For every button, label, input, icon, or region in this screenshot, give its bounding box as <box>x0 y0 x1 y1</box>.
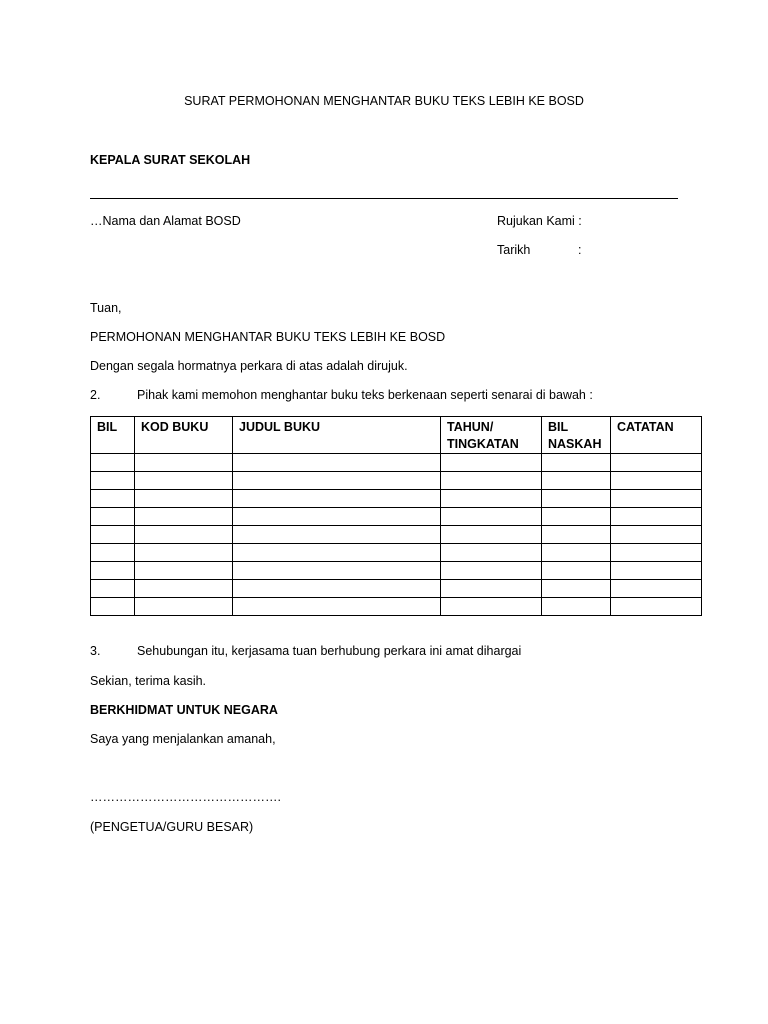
table-cell <box>135 562 233 580</box>
table-row <box>91 454 702 472</box>
letter-title: SURAT PERMOHONAN MENGHANTAR BUKU TEKS LEBIH KE BOSD <box>184 94 584 108</box>
table-cell <box>135 544 233 562</box>
table-cell <box>441 508 542 526</box>
paragraph-2-text: Pihak kami memohon menghantar buku teks berkenaan seperti senarai di bawah : <box>137 388 593 402</box>
table-cell <box>91 508 135 526</box>
table-row <box>91 598 702 616</box>
table-cell <box>233 580 441 598</box>
table-cell <box>542 544 611 562</box>
table-cell <box>611 472 702 490</box>
paragraph-3-text: Sehubungan itu, kerjasama tuan berhubung perkara ini amat dihargai <box>137 644 522 658</box>
table-cell <box>542 580 611 598</box>
table-cell <box>441 472 542 490</box>
table-cell <box>611 490 702 508</box>
table-cell <box>611 508 702 526</box>
table-cell <box>91 526 135 544</box>
table-cell <box>542 454 611 472</box>
motto: BERKHIDMAT UNTUK NEGARA <box>90 703 278 717</box>
letterhead-divider <box>90 198 678 199</box>
table-cell <box>611 454 702 472</box>
subject-line: PERMOHONAN MENGHANTAR BUKU TEKS LEBIH KE BOSD <box>90 330 446 344</box>
table-cell <box>611 526 702 544</box>
header-tahun-tingkatan: TAHUN/ TINGKATAN <box>441 417 542 454</box>
table-cell <box>135 490 233 508</box>
table-cell <box>542 526 611 544</box>
table-cell <box>91 598 135 616</box>
date-label: Tarikh <box>497 243 531 257</box>
recipient-address: …Nama dan Alamat BOSD <box>90 214 241 228</box>
table-row <box>91 544 702 562</box>
paragraph-1: Dengan segala hormatnya perkara di atas adalah dirujuk. <box>90 359 408 373</box>
table-cell <box>441 454 542 472</box>
table-cell <box>91 490 135 508</box>
table-cell <box>542 598 611 616</box>
table-cell <box>441 562 542 580</box>
table-cell <box>91 580 135 598</box>
table-cell <box>542 490 611 508</box>
table-cell <box>135 472 233 490</box>
table-cell <box>91 544 135 562</box>
table-cell <box>542 562 611 580</box>
table-cell <box>441 598 542 616</box>
book-list-table <box>90 416 702 616</box>
table-cell <box>611 544 702 562</box>
table-cell <box>441 544 542 562</box>
table-cell <box>233 472 441 490</box>
signature-line: ………………………………………. <box>90 790 281 804</box>
table-cell <box>233 508 441 526</box>
table-row <box>91 490 702 508</box>
closing-line: Sekian, terima kasih. <box>90 674 207 688</box>
table-cell <box>233 526 441 544</box>
table-cell <box>91 472 135 490</box>
table-cell <box>135 580 233 598</box>
table-row <box>91 580 702 598</box>
table-cell <box>611 562 702 580</box>
trust-line: Saya yang menjalankan amanah, <box>90 732 276 746</box>
signatory-title: (PENGETUA/GURU BESAR) <box>90 820 254 834</box>
header-judul-buku: JUDUL BUKU <box>233 417 441 454</box>
table-cell <box>233 454 441 472</box>
reference-label: Rujukan Kami : <box>497 214 582 228</box>
table-cell <box>441 490 542 508</box>
table-row <box>91 508 702 526</box>
table-cell <box>441 526 542 544</box>
table-row <box>91 562 702 580</box>
table-row <box>91 472 702 490</box>
table-cell <box>91 454 135 472</box>
table-cell <box>135 454 233 472</box>
table-body <box>91 454 702 616</box>
table-cell <box>233 562 441 580</box>
table-cell <box>611 598 702 616</box>
table-cell <box>135 598 233 616</box>
paragraph-2-number: 2. <box>90 388 101 402</box>
table-cell <box>135 508 233 526</box>
table-cell <box>233 598 441 616</box>
header-bil-naskah: BIL NASKAH <box>542 417 611 454</box>
table-cell <box>91 562 135 580</box>
table-cell <box>233 490 441 508</box>
table-cell <box>233 544 441 562</box>
header-bil: BIL <box>91 417 135 454</box>
salutation: Tuan, <box>90 301 122 315</box>
table-row <box>91 526 702 544</box>
table-cell <box>611 580 702 598</box>
date-colon: : <box>578 243 582 257</box>
table-cell <box>542 472 611 490</box>
table-cell <box>135 526 233 544</box>
header-kod-buku: KOD BUKU <box>135 417 233 454</box>
table-header-row <box>91 417 702 454</box>
table-cell <box>542 508 611 526</box>
letterhead-label: KEPALA SURAT SEKOLAH <box>90 153 251 167</box>
header-catatan: CATATAN <box>611 417 702 454</box>
table-cell <box>441 580 542 598</box>
paragraph-3-number: 3. <box>90 644 101 658</box>
